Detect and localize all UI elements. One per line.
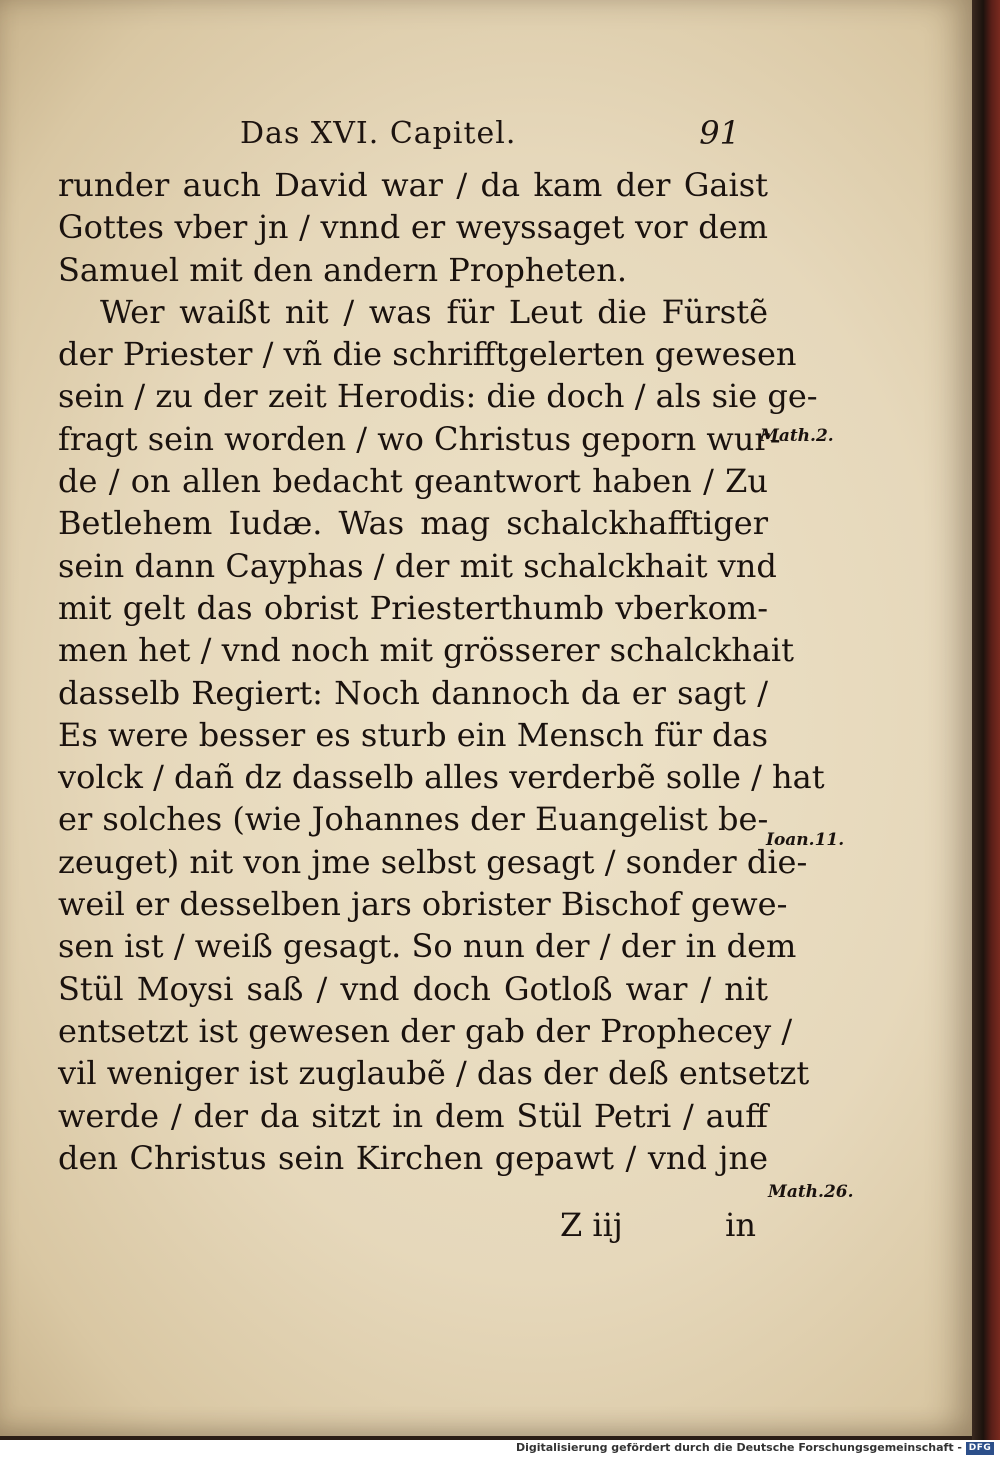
margin-note-math-26: Math.26. xyxy=(768,1182,854,1202)
text-line: mit gelt das obrist Priesterthumb vberkom- xyxy=(58,588,768,627)
dfg-logo-icon: DFG xyxy=(966,1442,994,1455)
page-header xyxy=(240,112,740,160)
binding-edge xyxy=(972,0,1000,1440)
text-line: men het / vnd noch mit grösserer schalckhait xyxy=(58,631,795,670)
text-line: dasselb Regiert: Noch dannoch da er sagt / xyxy=(58,673,768,712)
margin-note-ioan-11: Ioan.11. xyxy=(766,830,845,850)
text-line: Wer waißt nit / was für Leut die Fürstẽ xyxy=(100,292,768,331)
text-line: Betlehem Iudæ. Was mag schalckhafftiger xyxy=(58,504,768,543)
text-line: sen ist / weiß gesagt. So nun der / der in dem xyxy=(58,927,797,966)
text-line: entsetzt ist gewesen der gab der Prophecey / xyxy=(58,1011,793,1050)
text-line: weil er desselben jars obrister Bischof gewe- xyxy=(58,885,788,924)
catchword: in xyxy=(725,1206,756,1244)
signature-mark: Z iij xyxy=(560,1206,623,1244)
margin-note-math-2: Math.2. xyxy=(760,426,834,446)
funding-credit: Digitalisierung gefördert durch die Deutsche Forschungsgemeinschaft - xyxy=(515,1441,962,1454)
text-line: er solches (wie Johannes der Euangelist be- xyxy=(58,800,769,839)
text-line: vil weniger ist zuglaubẽ / das der deß entsetzt xyxy=(58,1054,810,1093)
text-line: Es were besser es sturb ein Mensch für das xyxy=(58,715,769,754)
text-line: runder auch David war / da kam der Gaist xyxy=(58,166,768,204)
text-line: sein / zu der zeit Herodis: die doch / als sie ge- xyxy=(58,377,818,416)
text-line: zeuget) nit von jme selbst gesagt / sonder die- xyxy=(58,842,808,881)
text-line: de / on allen bedacht geantwort haben / Zu xyxy=(58,462,768,501)
text-line: volck / dañ dz dasselb alles verderbẽ solle / hat xyxy=(58,758,825,797)
running-title: Das XVI. Capitel. xyxy=(240,116,517,151)
text-line: der Priester / vñ die schrifftgelerten gewesen xyxy=(58,335,797,374)
text-line: Gottes vber jn / vnnd er weyssaget vor dem xyxy=(58,208,768,247)
credit-bar xyxy=(0,1440,1000,1458)
text-line: werde / der da sitzt in dem Stül Petri / auff xyxy=(58,1096,768,1135)
page-footer xyxy=(560,1206,770,1252)
text-line: Samuel mit den andern Propheten. xyxy=(58,250,627,289)
text-line: sein dann Cayphas / der mit schalckhait vnd xyxy=(58,546,777,585)
text-line: den Christus sein Kirchen gepawt / vnd jne xyxy=(58,1138,768,1177)
page-number: 91 xyxy=(699,114,740,152)
text-line: Stül Moysi saß / vnd doch Gotloß war / nit xyxy=(58,969,768,1008)
text-line: fragt sein worden / wo Christus geporn wur- xyxy=(58,419,781,458)
